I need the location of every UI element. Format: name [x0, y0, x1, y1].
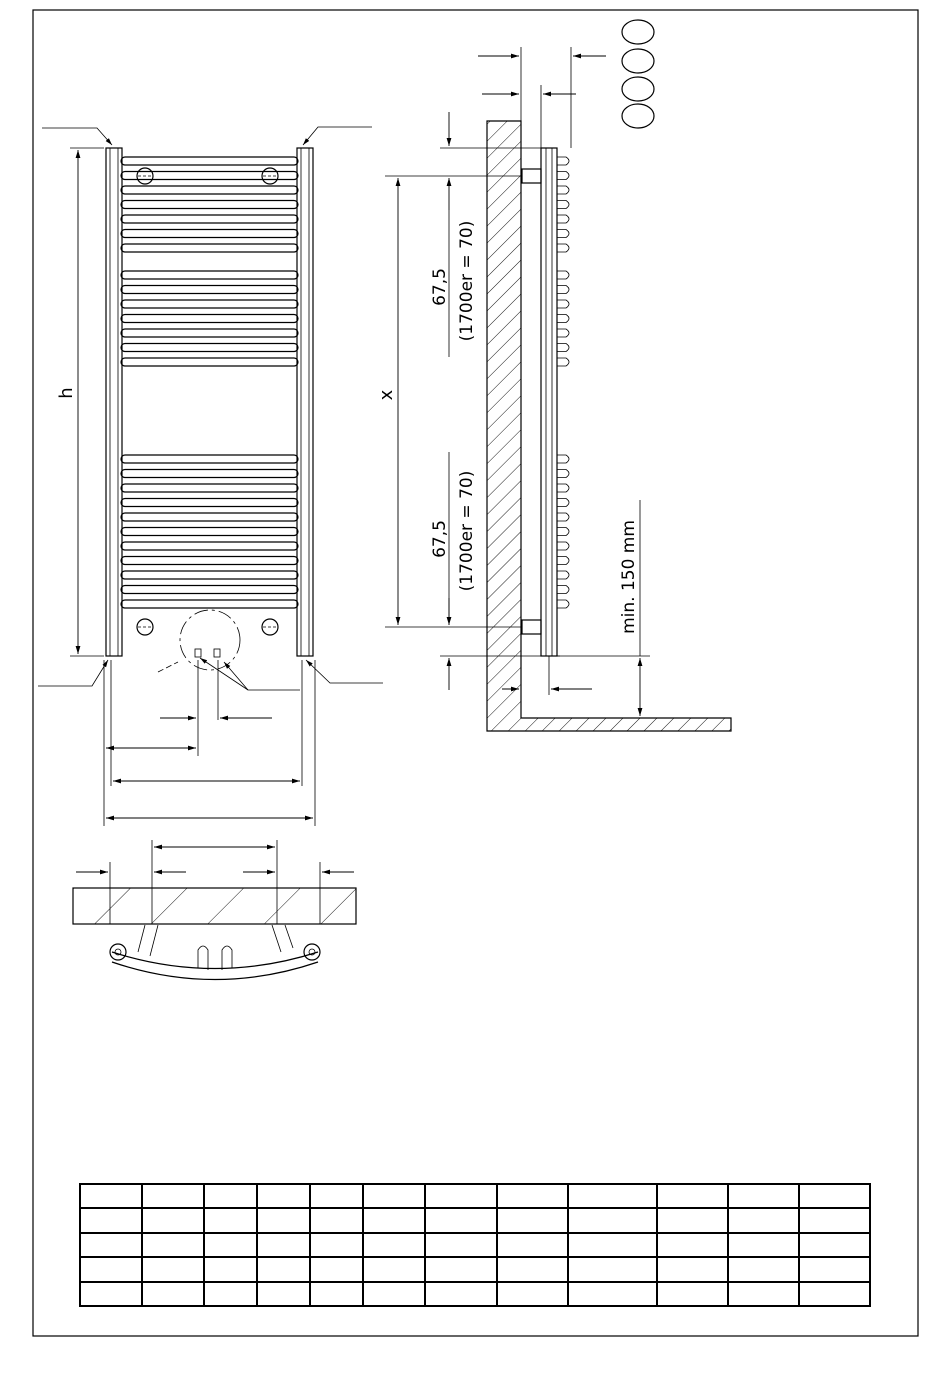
rung — [121, 484, 298, 492]
table-cell — [310, 1282, 363, 1306]
rung-profile — [557, 300, 569, 308]
right-tube — [297, 148, 313, 656]
table-cell — [728, 1184, 799, 1208]
table-cell — [257, 1208, 310, 1232]
rung — [121, 528, 298, 536]
rung — [121, 244, 298, 252]
table-cell — [257, 1184, 310, 1208]
rung-profile — [557, 528, 569, 536]
table-cell — [363, 1282, 425, 1306]
table-cell — [568, 1257, 657, 1281]
table-cell — [204, 1257, 257, 1281]
rung — [121, 586, 298, 594]
leader-bottom-right — [306, 660, 383, 683]
table-cell — [80, 1233, 142, 1257]
rung-profile — [557, 271, 569, 279]
rung-profile — [557, 157, 569, 165]
rung-profile — [557, 329, 569, 337]
rung — [121, 186, 298, 194]
table-cell — [80, 1208, 142, 1232]
rung-profile — [557, 201, 569, 209]
rung — [121, 542, 298, 550]
rung-profile — [557, 244, 569, 252]
rung — [121, 557, 298, 565]
table-row — [80, 1184, 870, 1208]
table-cell — [257, 1257, 310, 1281]
table-cell — [363, 1184, 425, 1208]
table-cell — [257, 1282, 310, 1306]
rung — [121, 300, 298, 308]
rung — [121, 600, 298, 608]
rung — [121, 286, 298, 294]
table-cell — [799, 1282, 870, 1306]
table-cell — [728, 1233, 799, 1257]
table-cell — [568, 1184, 657, 1208]
table-cell — [568, 1233, 657, 1257]
table-cell — [425, 1208, 496, 1232]
table-cell — [497, 1282, 568, 1306]
table-row — [80, 1282, 870, 1306]
table-cell — [142, 1208, 204, 1232]
rung — [121, 499, 298, 507]
rung — [121, 230, 298, 238]
curved-radiator-top — [112, 952, 318, 969]
rung — [121, 455, 298, 463]
table-cell — [204, 1184, 257, 1208]
rung — [121, 315, 298, 323]
rung — [121, 271, 298, 279]
side-view — [376, 20, 731, 731]
table-cell — [204, 1233, 257, 1257]
table-cell — [425, 1282, 496, 1306]
rung-profile — [557, 172, 569, 180]
table-cell — [80, 1184, 142, 1208]
table-cell — [142, 1282, 204, 1306]
table-cell — [799, 1184, 870, 1208]
left-tube — [106, 148, 122, 656]
table-cell — [363, 1233, 425, 1257]
upper-offset-note: (1700er = 70) — [457, 220, 477, 342]
table-cell — [310, 1184, 363, 1208]
table-cell — [425, 1257, 496, 1281]
rung-profile — [557, 358, 569, 366]
rung-profiles — [557, 157, 569, 608]
hub-distance-label: x — [376, 389, 397, 401]
table-cell — [728, 1282, 799, 1306]
rung-profile — [557, 215, 569, 223]
top-wall-section — [73, 888, 356, 924]
table-cell — [310, 1257, 363, 1281]
specification-table — [79, 1183, 871, 1307]
rung-profile — [557, 455, 569, 463]
height-label: h — [56, 387, 77, 399]
front-view — [38, 127, 383, 826]
table-row — [80, 1257, 870, 1281]
table-row — [80, 1208, 870, 1232]
side-radiator-body — [541, 148, 557, 656]
rung-profile — [557, 230, 569, 238]
table-cell — [657, 1282, 728, 1306]
table-cell — [728, 1257, 799, 1281]
rung — [121, 329, 298, 337]
min-floor-label: min. 150 mm — [619, 520, 639, 634]
finish-option-circles — [622, 20, 654, 128]
rung — [121, 344, 298, 352]
table-cell — [363, 1208, 425, 1232]
table-cell — [497, 1233, 568, 1257]
rung-profile — [557, 344, 569, 352]
rung-profile — [557, 571, 569, 579]
top-view — [73, 840, 356, 980]
leader-bottom-left — [38, 660, 108, 686]
rung-profile — [557, 315, 569, 323]
leader-connection — [224, 662, 300, 690]
rung — [121, 513, 298, 521]
table-cell — [80, 1282, 142, 1306]
table-cell — [657, 1233, 728, 1257]
rung-profile — [557, 484, 569, 492]
rung-profile — [557, 186, 569, 194]
table-cell — [310, 1233, 363, 1257]
table-cell — [497, 1257, 568, 1281]
table-cell — [657, 1257, 728, 1281]
rung — [121, 201, 298, 209]
rung — [121, 215, 298, 223]
table-cell — [425, 1184, 496, 1208]
rung — [121, 571, 298, 579]
table-cell — [728, 1208, 799, 1232]
rung-profile — [557, 513, 569, 521]
radiator-rungs — [121, 157, 298, 608]
table-cell — [497, 1208, 568, 1232]
connection-detail-circle — [180, 610, 240, 670]
leader-top-right — [303, 127, 372, 145]
table-cell — [799, 1208, 870, 1232]
upper-offset-label: 67,5 — [430, 268, 450, 306]
rung — [121, 172, 298, 180]
lower-offset-note: (1700er = 70) — [457, 470, 477, 592]
wall-and-floor — [487, 121, 731, 731]
rung-profile — [557, 286, 569, 294]
table-cell — [310, 1208, 363, 1232]
rung-profile — [557, 542, 569, 550]
rung — [121, 470, 298, 478]
table-cell — [497, 1184, 568, 1208]
table-cell — [142, 1233, 204, 1257]
table-cell — [142, 1257, 204, 1281]
rung-profile — [557, 600, 569, 608]
table-cell — [142, 1184, 204, 1208]
table-row — [80, 1233, 870, 1257]
table-cell — [657, 1208, 728, 1232]
table-cell — [799, 1257, 870, 1281]
lower-offset-label: 67,5 — [430, 520, 450, 558]
rung-profile — [557, 499, 569, 507]
table-cell — [568, 1282, 657, 1306]
rung-profile — [557, 586, 569, 594]
rung-profile — [557, 470, 569, 478]
table-cell — [799, 1233, 870, 1257]
table-cell — [363, 1257, 425, 1281]
table-cell — [80, 1257, 142, 1281]
table-cell — [204, 1208, 257, 1232]
leader-top-left — [42, 128, 112, 145]
table-cell — [657, 1184, 728, 1208]
table-cell — [204, 1282, 257, 1306]
table-cell — [257, 1233, 310, 1257]
rung — [121, 358, 298, 366]
table-cell — [568, 1208, 657, 1232]
table-cell — [425, 1233, 496, 1257]
rung — [121, 157, 298, 165]
rung-profile — [557, 557, 569, 565]
